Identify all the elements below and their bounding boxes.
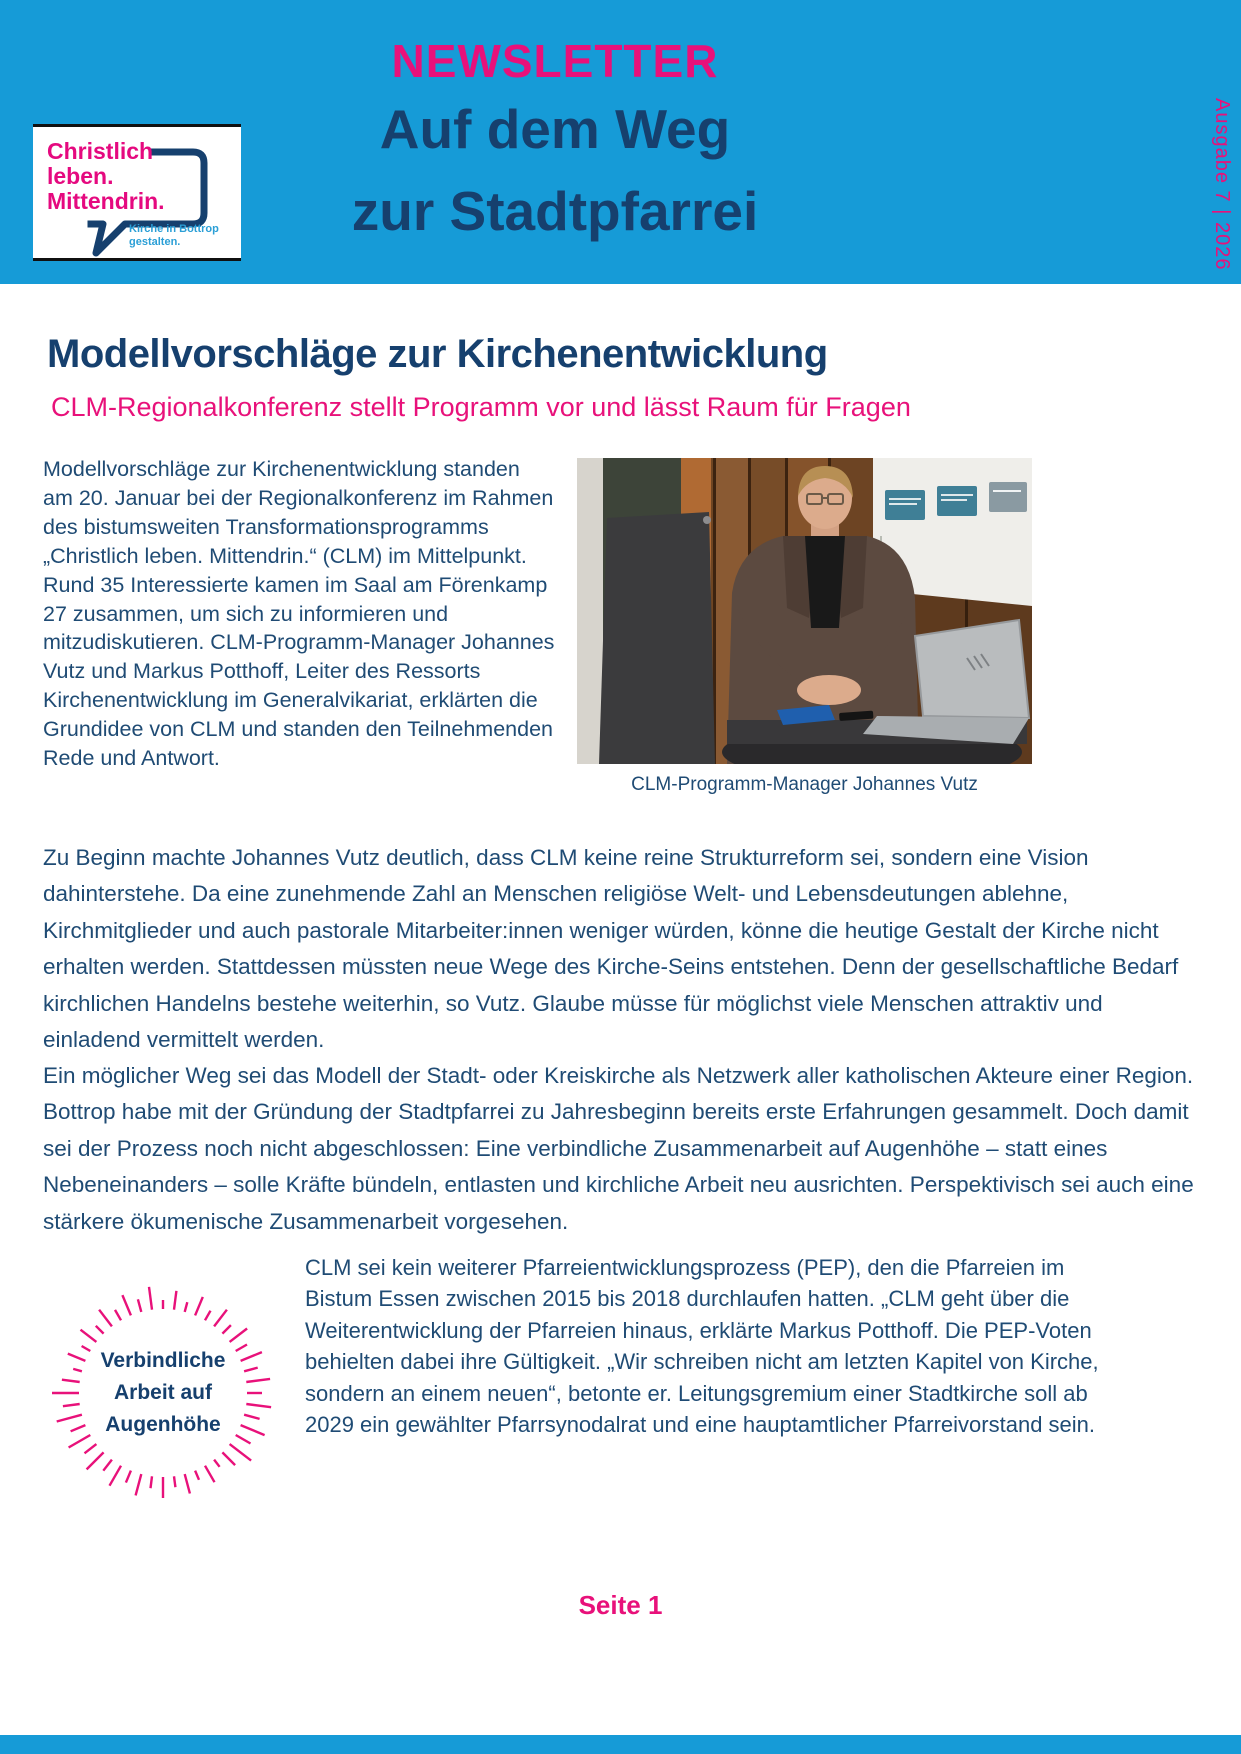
newsletter-title-line1: Auf dem Weg [379, 98, 731, 160]
paragraph-vision: Zu Beginn machte Johannes Vutz deutlich, dass CLM keine reine Strukturreform sei, sondern eine Vision dahinterstehe. Da eine zunehmende Zahl an Menschen religiöse Welt- und Lebensdeutungen ablehne, Kirchmitglieder und auch pastorale Mitarbeiter:innen weniger würden, könne die heutige Gestalt der Kirche nicht erhalten werden. Stattdessen müssten neue Wege des Kirche-Seins entstehen. Denn der gesellschaftliche Bedarf kirchlichen Handelns bestehe weiterhin, so Vutz. Glaube müsse für möglichst viele Menschen attraktiv und einladend vermittelt werden. [43, 845, 1179, 1053]
issue-label: Ausgabe 7 | 2026 [1211, 98, 1233, 271]
logo-tagline: Kirche in Bottrop gestalten. [129, 223, 219, 248]
photo-illustration [577, 458, 1032, 764]
footer-bar [0, 1735, 1241, 1754]
logo-line2: leben. [47, 163, 114, 189]
newsletter-title-line2: zur Stadtpfarrei [351, 180, 759, 242]
newsletter-kicker: NEWSLETTER [391, 35, 719, 87]
paragraph-stadtkirche: Ein möglicher Weg sei das Modell der Stadt- oder Kreiskirche als Netzwerk aller katholischen Akteure einer Region. Bottrop habe mit der Gründung der Stadtpfarrei zu Jahresbeginn bereits erste Erfahrungen gesammelt. Doch damit sei der Prozess noch nicht abgeschlossen: Eine verbindliche Zusammenarbeit auf Augenhöhe – statt eines Nebeneinanders – solle Kräfte bündeln, entlasten und kirchliche Arbeit neu ausrichten. Perspektivisch sei auch eine stärkere ökumenische Zusammenarbeit vorgesehen. [43, 1063, 1194, 1234]
header-title-block [240, 0, 870, 252]
article-title: Modellvorschläge zur Kirchenentwicklung [47, 332, 828, 376]
logo-line1: Christlich [47, 138, 154, 164]
badge-text: Verbindliche Arbeit auf Augenhöhe [100, 1349, 226, 1436]
header-band [0, 0, 1241, 284]
clm-logo [33, 124, 241, 261]
badge-verbindliche-arbeit [28, 1258, 298, 1528]
paragraph-pep: CLM sei kein weiterer Pfarreientwicklungsprozess (PEP), den die Pfarreien im Bistum Essen zwischen 2015 bis 2018 durchlaufen hatten. „CLM geht über die Weiterentwicklung der Pfarreien hinaus, erklärte Markus Potthoff. Die PEP-Voten behielten dabei ihre Gültigkeit. „Wir schreiben nicht am letzten Kapitel von Kirche, sondern an einem neuen“, betonte er. Leitungsgremium einer Stadtkirche soll ab 2029 ein gewählter Pfarrsynodalrat und eine hauptamtlicher Pfarreivorstand sein. [305, 1255, 1099, 1438]
page-number: Seite 1 [578, 1590, 663, 1620]
paragraph-intro: Modellvorschläge zur Kirchenentwicklung standen am 20. Januar bei der Regionalkonferenz im Rahmen des bistumsweiten Transformationsprogramms „Christlich leben. Mittendrin.“ (CLM) im Mittelpunkt. Rund 35 Interessierte kamen im Saal am Förenkamp 27 zusammen, um sich zu informieren und mitzudiskutieren. CLM-Programm-Manager Johannes Vutz und Markus Potthoff, Leiter des Ressorts Kirchenentwicklung im Generalvikariat, erklärten die Grundidee von CLM und standen den Teilnehmenden Rede und Antwort. [43, 457, 555, 771]
photo-caption: CLM-Programm-Manager Johannes Vutz [631, 774, 978, 795]
article-subtitle: CLM-Regionalkonferenz stellt Programm vor und lässt Raum für Fragen [51, 392, 911, 422]
logo-wordmark [47, 139, 165, 214]
logo-line3: Mittendrin. [47, 188, 165, 214]
conference-photo [577, 458, 1032, 796]
